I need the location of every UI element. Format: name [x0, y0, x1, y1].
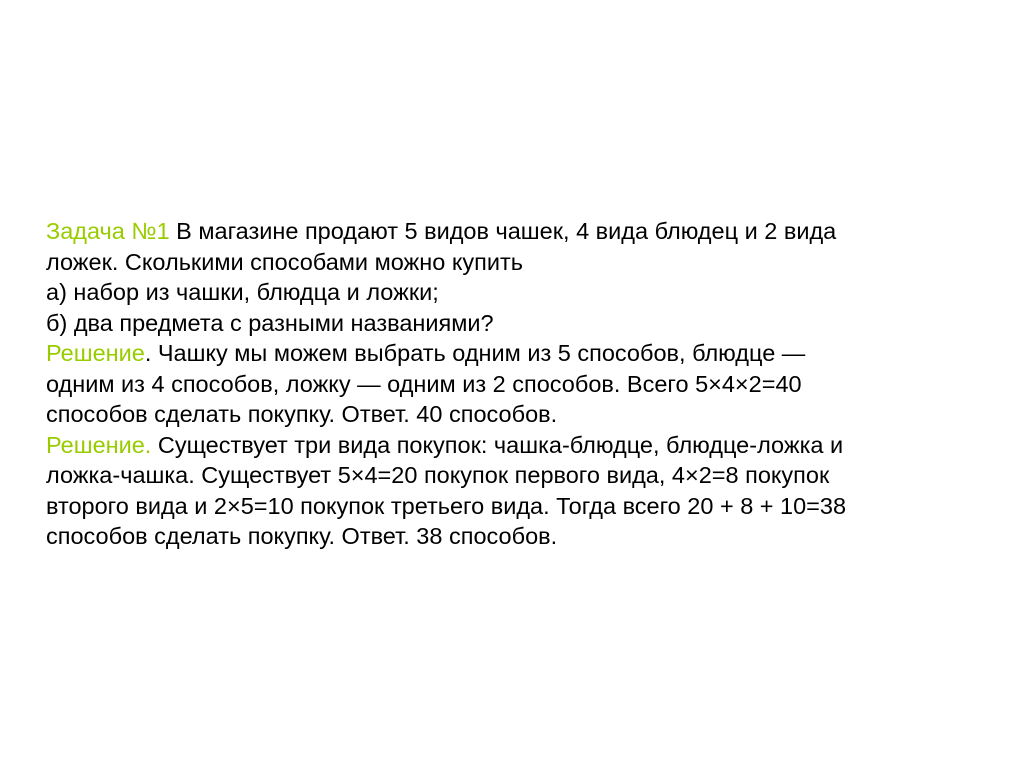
problem-label: Задача №1 — [46, 218, 170, 244]
solution-b-line-2: ложка-чашка. Существует 5×4=20 покупок первого вида, 4×2=8 покупок — [46, 462, 830, 488]
solution-a-label: Решение — [46, 340, 145, 366]
solution-a-line-1 — [46, 338, 986, 369]
solution-a-line-2: одним из 4 способов, ложку — одним из 2 способов. Всего 5×4×2=40 — [46, 370, 802, 397]
problem-part-b: б) два предмета с разными названиями? — [46, 309, 494, 336]
slide-text-block — [46, 216, 986, 552]
solution-b-label: Решение. — [46, 431, 152, 458]
solution-b-line-3: второго вида и 2×5=10 покупок третьего вида. Тогда всего 20 + 8 + 10=38 — [46, 492, 847, 519]
solution-b-line-4: способов сделать покупку. Ответ. 38 способов. — [46, 523, 558, 549]
problem-part-a: а) набор из чашки, блюдца и ложки; — [46, 279, 439, 305]
solution-b-line-1 — [46, 430, 986, 461]
problem-line-2: ложек. Сколькими способами можно купить — [46, 248, 523, 275]
solution-a-line-3: способов сделать покупку. Ответ. 40 способов. — [46, 401, 558, 427]
solution-a-text-start: . Чашку мы можем выбрать одним из 5 способов, блюдце — — [144, 340, 806, 366]
problem-statement-start: В магазине продают 5 видов чашек, 4 вида блюдец и 2 вида — [169, 218, 837, 244]
solution-b-text-start: Существует три вида покупок: чашка-блюдце, блюдце-ложка и — [151, 431, 844, 458]
problem-line-1 — [46, 216, 986, 247]
